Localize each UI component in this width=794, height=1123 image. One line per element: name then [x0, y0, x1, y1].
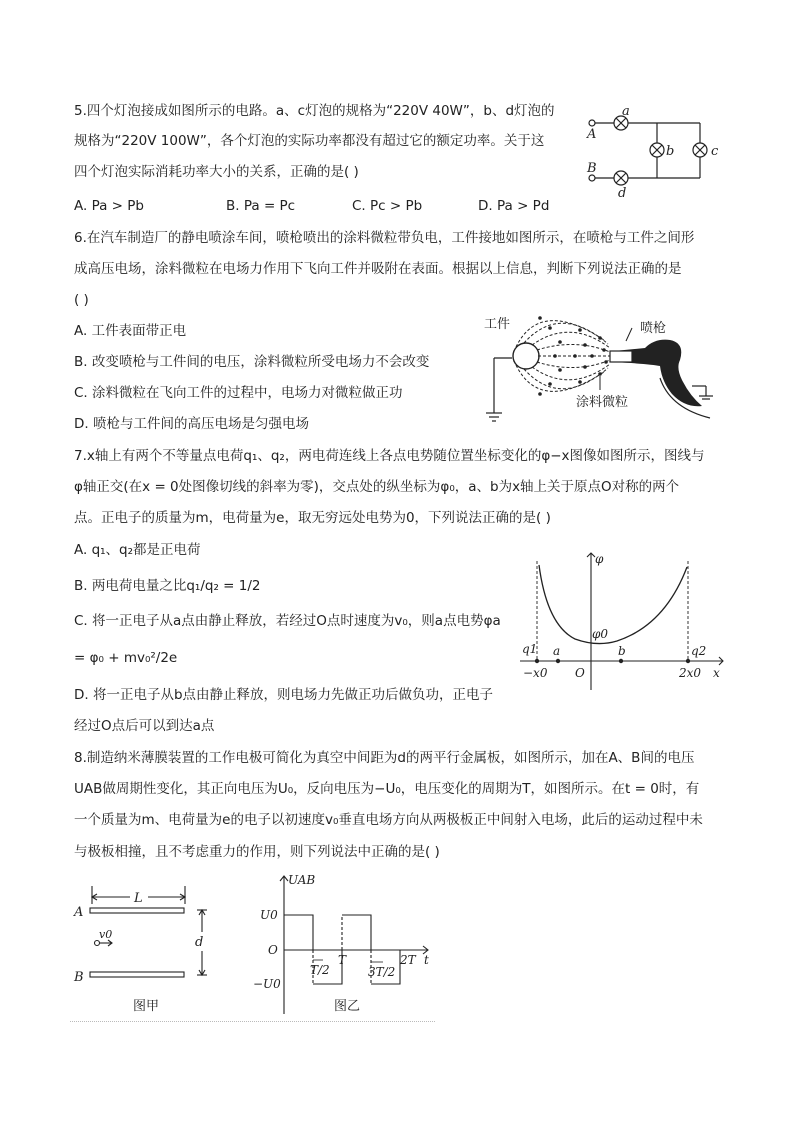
q7-line2: φ轴正交(在x = 0处图像切线的斜率为零)，交点处的纵坐标为φ₀，a、b为x轴上关于原点O对称的两个: [74, 479, 680, 495]
q8-line1: 8.制造纳米薄膜装置的工作电极可简化为真空中间距为d的两平行金属板，如图所示，加在A、B间的电压: [74, 750, 695, 766]
square-wave: [284, 915, 313, 950]
q5-circuit-diagram: [580, 100, 730, 200]
svg-text:c: c: [711, 144, 719, 159]
q7-option-b[interactable]: B. 两电荷电量之比q₁/q₂ = 1/2: [74, 578, 261, 594]
svg-text:d: d: [618, 186, 627, 201]
q6-option-c[interactable]: C. 涂料微粒在飞向工件的过程中，电场力对微粒做正功: [74, 385, 403, 401]
q7-option-a[interactable]: A. q₁、q₂都是正电荷: [74, 542, 201, 558]
q8-figure-b: [252, 870, 442, 1020]
svg-text:B: B: [587, 161, 597, 176]
svg-text:b: b: [666, 144, 675, 159]
svg-text:b: b: [618, 644, 626, 658]
svg-text:图乙: 图乙: [334, 999, 361, 1014]
q7-line3: 点。正电子的质量为m，电荷量为e，取无穷远处电势为0，下列说法正确的是( ): [74, 510, 551, 526]
q6-spray-diagram: [480, 308, 720, 438]
q8-line3: 一个质量为m、电荷量为e的电子以初速度v₀垂直电场方向从两极板正中间射入电场，此后的运动过程中未: [74, 812, 703, 828]
workpiece-sphere: [513, 343, 539, 369]
svg-text:q2: q2: [691, 644, 707, 658]
svg-text:U0: U0: [260, 908, 278, 922]
svg-text:T/2: T/2: [310, 963, 330, 977]
svg-text:工件: 工件: [484, 317, 511, 332]
svg-text:x: x: [713, 666, 720, 680]
q5-line3: 四个灯泡实际消耗功率大小的关系，正确的是( ): [74, 164, 359, 180]
q5-line2: 规格为“220V 100W”，各个灯泡的实际功率都没有超过它的额定功率。关于这: [74, 133, 545, 149]
svg-text:−U0: −U0: [253, 977, 281, 991]
q5-option-a[interactable]: A. Pa > Pb: [74, 198, 144, 214]
q7-line1: 7.x轴上有两个不等量点电荷q₁、q₂，两电荷连线上各点电势随位置坐标变化的φ−x图像如图所示，图线与: [74, 448, 705, 464]
svg-text:2T: 2T: [400, 953, 416, 967]
q5-option-c[interactable]: C. Pc > Pb: [352, 198, 423, 214]
svg-text:φ: φ: [595, 552, 604, 566]
svg-text:a: a: [622, 104, 630, 119]
svg-text:φ0: φ0: [592, 627, 609, 641]
q5-option-d[interactable]: D. Pa > Pd: [478, 198, 550, 214]
q6-line3: ( ): [74, 292, 89, 308]
svg-text:t: t: [424, 953, 429, 967]
svg-text:2x0: 2x0: [679, 666, 702, 680]
q6-option-b[interactable]: B. 改变喷枪与工件间的电压，涂料微粒所受电场力不会改变: [74, 354, 430, 370]
svg-text:A: A: [587, 127, 597, 142]
figure-divider: [70, 1021, 435, 1022]
lamp-c-icon: [693, 143, 707, 157]
q6-line1: 6.在汽车制造厂的静电喷涂车间，喷枪喷出的涂料微粒带负电，工件接地如图所示，在喷枪与工件之间形: [74, 230, 695, 246]
svg-text:涂料微粒: 涂料微粒: [576, 395, 629, 410]
q5-option-b[interactable]: B. Pa = Pc: [226, 198, 296, 214]
lamp-d-icon: [614, 171, 628, 185]
q6-option-a[interactable]: A. 工件表面带正电: [74, 323, 187, 339]
svg-text:喷枪: 喷枪: [640, 321, 667, 336]
svg-text:UAB: UAB: [288, 873, 316, 887]
svg-text:T: T: [338, 953, 347, 967]
q6-line2: 成高压电场，涂料微粒在电场力作用下飞向工件并吸附在表面。根据以上信息，判断下列说法正确的是: [74, 261, 682, 277]
q6-option-d[interactable]: D. 喷枪与工件间的高压电场是匀强电场: [74, 416, 309, 432]
svg-text:3T/2: 3T/2: [368, 965, 396, 979]
svg-text:v0: v0: [99, 928, 113, 941]
svg-text:a: a: [553, 644, 561, 658]
q7-option-d-cont: 经过O点后可以到达a点: [74, 718, 215, 734]
svg-text:−x0: −x0: [523, 666, 548, 680]
svg-text:B: B: [74, 970, 84, 985]
svg-text:L: L: [134, 891, 143, 906]
q8-line2: UAB做周期性变化，其正向电压为U₀，反向电压为−U₀，电压变化的周期为T，如图所示。在t = 0时，有: [74, 781, 700, 797]
q7-option-d[interactable]: D. 将一正电子从b点由静止释放，则电场力先做正功后做负功，正电子: [74, 687, 494, 703]
q8-line4: 与极板相撞，且不考虑重力的作用，则下列说法中正确的是( ): [74, 844, 440, 860]
svg-text:O: O: [268, 943, 278, 957]
svg-text:q1: q1: [522, 642, 538, 656]
svg-text:O: O: [575, 666, 585, 680]
q5-line1: 5.四个灯泡接成如图所示的电路。a、c灯泡的规格为“220V 40W”，b、d灯泡的: [74, 103, 555, 119]
lamp-b-icon: [650, 143, 664, 157]
phi-curve: [539, 565, 687, 644]
q7-phi-x-graph: [515, 545, 730, 695]
q8-figure-a: [70, 880, 220, 1020]
svg-text:d: d: [195, 935, 204, 950]
q7-option-c[interactable]: C. 将一正电子从a点由静止释放，若经过O点时速度为v₀，则a点电势φa: [74, 613, 501, 629]
svg-text:A: A: [74, 905, 84, 920]
svg-text:图甲: 图甲: [133, 999, 160, 1014]
q7-option-c-formula: = φ₀ + mv₀²/2e: [74, 650, 178, 666]
